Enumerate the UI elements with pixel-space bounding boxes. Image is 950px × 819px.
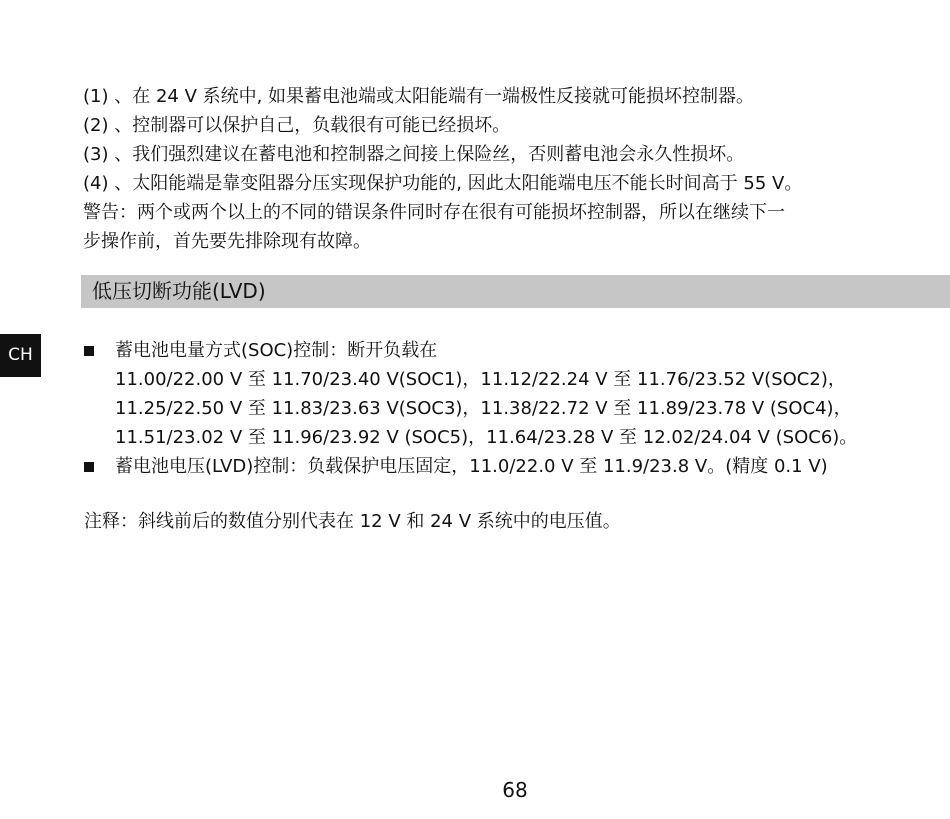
- warning-line-1: (1) 、在 24 V 系统中, 如果蓄电池端或太阳能端有一端极性反接就可能损坏控制器。: [83, 86, 755, 107]
- bullet-line: 11.51/23.02 V 至 11.96/23.92 V (SOC5)，11.64/23.28 V 至 12.02/24.04 V (SOC6)。: [115, 427, 858, 448]
- warning-line-4: (4) 、太阳能端是靠变阻器分压实现保护功能的, 因此太阳能端电压不能长时间高于 55 V。: [83, 173, 803, 194]
- note-text: 注释：斜线前后的数值分别代表在 12 V 和 24 V 系统中的电压值。: [84, 511, 621, 532]
- bullet-item-lvd: [83, 452, 950, 481]
- bullet-item-soc: [83, 336, 950, 452]
- bullet-line: 蓄电池电量方式(SOC)控制：断开负载在: [115, 340, 438, 361]
- warning-line-3: (3) 、我们强烈建议在蓄电池和控制器之间接上保险丝，否则蓄电池会永久性损坏。: [83, 144, 745, 165]
- square-bullet-icon: [84, 346, 94, 356]
- bullet-list: [83, 336, 950, 481]
- warning-line-2: (2) 、控制器可以保护自己，负载很有可能已经损坏。: [83, 115, 511, 136]
- square-bullet-icon: [84, 462, 94, 472]
- warning-line-5: 警告：两个或两个以上的不同的错误条件同时存在很有可能损坏控制器，所以在继续下一: [83, 202, 785, 223]
- bullet-line: 11.25/22.50 V 至 11.83/23.63 V(SOC3)，11.38/22.72 V 至 11.89/23.78 V (SOC4)，: [115, 398, 852, 419]
- warnings-block: [83, 82, 943, 256]
- language-tab-ch: CH: [0, 334, 41, 377]
- bullet-line: 11.00/22.00 V 至 11.70/23.40 V(SOC1)，11.12/22.24 V 至 11.76/23.52 V(SOC2)，: [115, 369, 846, 390]
- section-header-bar: [81, 275, 950, 308]
- warning-line-6: 步操作前，首先要先排除现有故障。: [83, 231, 371, 252]
- bullet-line: 蓄电池电压(LVD)控制：负载保护电压固定，11.0/22.0 V 至 11.9/23.8 V。(精度 0.1 V): [115, 456, 828, 477]
- page-number: 68: [502, 778, 528, 802]
- section-title: 低压切断功能(LVD): [92, 279, 266, 303]
